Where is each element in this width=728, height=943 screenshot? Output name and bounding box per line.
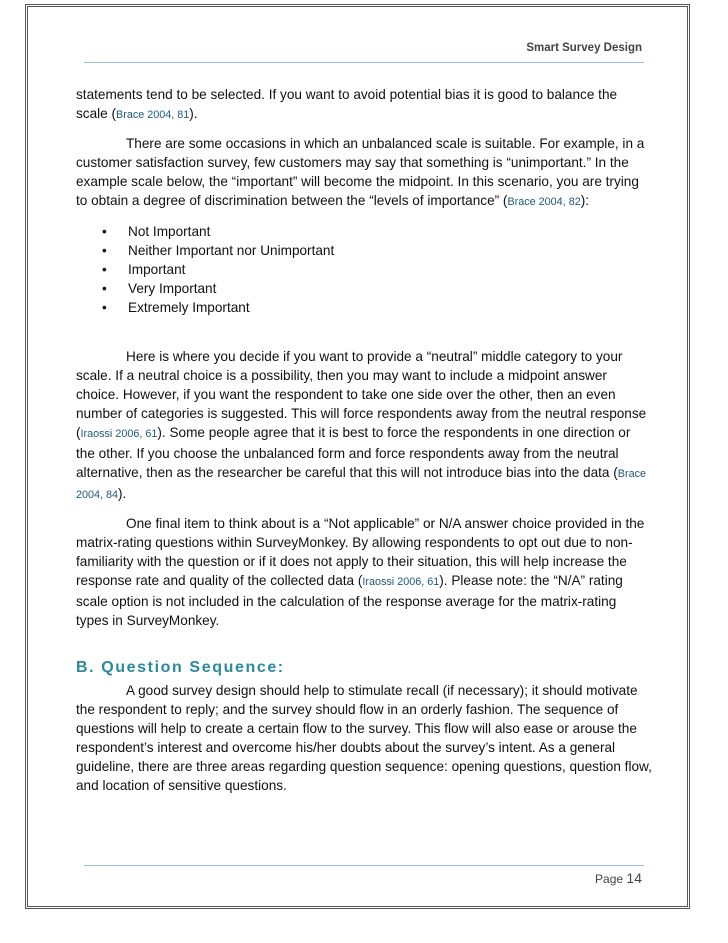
paragraph-question-sequence: A good survey design should help to stimulate recall (if necessary); it should motivate the respondent to reply; and the survey should flow in an orderly fashion. The sequence of questions will help to create a certain flow to the survey. This flow will also ease or arouse the respondent’s interest and overcome his/her doubts about the survey’s intent. As a general guideline, there are three areas regarding question sequence: opening questions, question flow, and location of sensitive questions. [76,683,652,793]
bullet-icon: • [102,262,107,277]
list-item [102,241,652,260]
paragraph-text-end: ): [580,193,590,208]
list-item-text: Important [128,262,186,277]
list-item-text: Very Important [128,281,217,296]
citation: Brace 2004, 81 [116,109,190,121]
bullet-icon: • [102,243,107,258]
paragraph-not-applicable [76,514,652,630]
citation: Iraossi 2006, 61 [80,428,158,440]
paragraph-neutral-category [76,347,652,505]
header-divider [84,62,644,63]
header-title: Smart Survey Design [526,42,642,54]
paragraph-text-end: ). [118,486,127,501]
page-label: Page [595,872,624,886]
paragraph-text-end: ). [189,106,198,121]
document-body [76,85,652,804]
list-item [102,222,652,241]
importance-scale-list [76,222,652,317]
paragraph-text-end: ). Please note: the “N/A” rating scale option is not included in the calculation of the response average for the matrix-rating types in SurveyMonkey. [76,573,623,628]
page-number [595,870,642,886]
bullet-icon: • [102,224,107,239]
list-item [102,260,652,279]
citation: Brace 2004, 82 [507,196,581,208]
paragraph-text: Here is where you decide if you want to provide a “neutral” middle category to your scale. If a neutral choice is a possibility, then you may want to include a midpoint answer choice. However, if you want the respondent to take one side over the other, then an even number of categories is suggested. This will force respondents away from the neutral response ( [76,349,647,440]
list-item-text: Extremely Important [128,300,250,315]
paragraph-text: One final item to think about is a “Not applicable” or N/A answer choice provided in the matrix-rating questions within SurveyMonkey. By allowing respondents to opt out due to non-familiarity with the question or if it does not apply to their situation, this will help increase the response rate and quality of the collected data ( [76,516,645,588]
page-number-value: 14 [626,870,642,886]
list-item-text: Not Important [128,224,211,239]
bullet-icon: • [102,281,107,296]
paragraph-text: There are some occasions in which an unbalanced scale is suitable. For example, in a customer satisfaction survey, few customers may say that something is “unimportant.” In the example scale below, the “important” will become the midpoint. In this scenario, you are trying to obtain a degree of discrimination between the “levels of importance” ( [76,136,645,208]
paragraph-unbalanced-scale [76,134,652,212]
bullet-icon: • [102,300,107,315]
citation: Brace 2004, 84 [76,468,647,501]
list-item [102,279,652,298]
paragraph-text: statements tend to be selected. If you want to avoid potential bias it is good to balance the scale ( [76,87,618,121]
section-heading-question-sequence: B. Question Sequence: [76,659,285,676]
citation: Iraossi 2006, 61 [362,576,440,588]
list-item-text: Neither Important nor Unimportant [128,243,335,258]
footer-divider [84,865,644,866]
list-item [102,298,652,317]
paragraph-balance-scale [76,85,652,125]
paragraph-text: ). Some people agree that it is best to force the respondents in one direction or the other. If you choose the unbalanced form and force respondents away from the neutral alternative, then as the researcher be careful that this will not introduce bias into the data ( [76,425,631,480]
